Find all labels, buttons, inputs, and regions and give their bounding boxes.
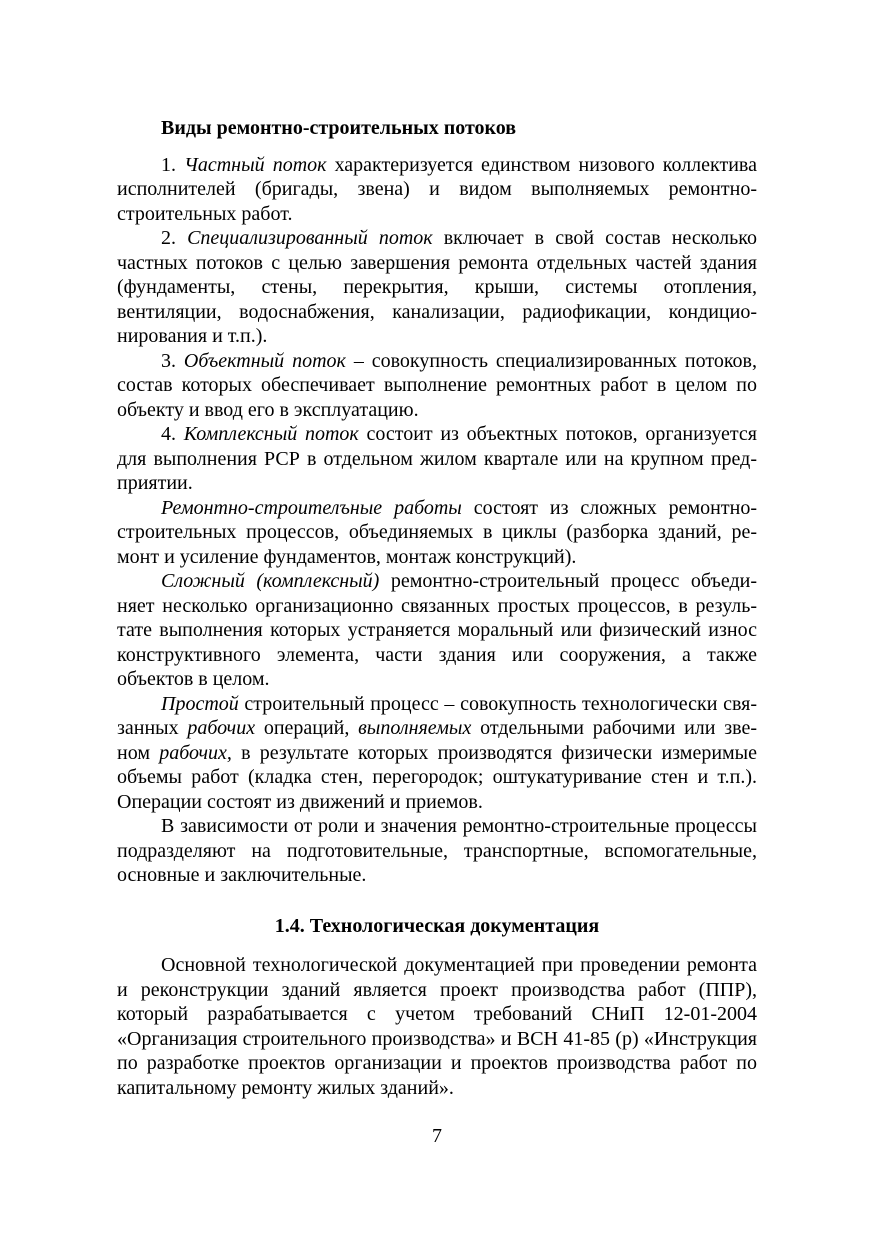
section-heading: Виды ремонтно-строительных потоков: [161, 117, 517, 139]
paragraph-text: строительный процесс – совокупность технологически связанных: [117, 692, 757, 739]
paragraph-text: включает в свой состав несколько частных потоков с целью завершения ремонта отдельных частей здания (фундаменты, стены, перекрытия, крыши, системы отопления, вентиляции, водоснабжения, канализации, радиофикации, кондиционирования и т.п.).: [117, 227, 757, 347]
paragraph-text: – совокупность специализированных потоков, состав которых обеспечивает выполнение ремонтных работ в целом по объекту и ввод его в эксплуатацию.: [117, 349, 757, 421]
paragraph-repair-works: [117, 496, 757, 570]
italic-word: рабочих,: [159, 741, 232, 764]
term: Комплексный поток: [183, 423, 359, 445]
paragraph-simple-process: [117, 692, 757, 815]
italic-word: рабочих: [187, 717, 256, 739]
paragraph-private-flow: [117, 153, 757, 227]
subsection-heading: 1.4. Технологическая документация: [274, 914, 600, 937]
paragraph-specialized-flow: [117, 226, 757, 349]
paragraph-text: в результате которых производятся физически измеримые объемы работ (кладка стен, перегородок; оштукатуривание стен и т.п.). Операции состоят из движений и приемов.: [117, 741, 757, 813]
term: Сложный (комплексный): [161, 570, 380, 592]
term: Частный поток: [184, 153, 327, 176]
paragraph-text: отдельными рабочими или звеном: [117, 717, 758, 764]
paragraph-text: ремонтно-строительный процесс объединяет несколько организационно связанных простых процессов, в результате выполнения которых устраняется моральный или физический износ конструктивного элемента, части здания или сооружения, а также объектов в целом.: [117, 570, 758, 690]
paragraph-complex-flow: [117, 422, 757, 496]
paragraph-complex-process: [117, 569, 757, 692]
paragraph-tech-documentation: Основной технологической документацией при проведении ремонта и реконструкции зданий является проект производства работ (ППР), который разрабатывается с учетом требований СНиП 12-01-2004 «Организация строительного производства» и ВСН 41-85 (р) «Инструкция по разработке проектов организации и проектов производства работ по капитальному ремонту жилых зданий».: [117, 954, 757, 1099]
term: Объектный поток: [183, 349, 346, 372]
paragraph-text: характеризуется единством низового коллектива исполнителей (бригады, звена) и видом выполняемых ремонтно-строительных работ.: [117, 153, 757, 225]
paragraph-text: состоят из сложных ремонтно-строительных процессов, объединяемых в циклы (разборка зданий, ремонт и усиление фундаментов, монтаж конструкций).: [117, 496, 757, 568]
term: Ремонтно-строителъные работы: [161, 496, 462, 519]
paragraph-text: операций,: [255, 717, 359, 739]
paragraph-process-types: В зависимости от роли и значения ремонтно-строительные процессы подразделяют на подготовительные, транспортные, вспомогательные, основные и заключительные.: [117, 815, 757, 886]
paragraph-object-flow: [117, 349, 757, 423]
item-number: 3.: [161, 349, 184, 372]
page-content: [117, 116, 757, 1100]
item-number: 2.: [161, 227, 188, 249]
italic-word: выполняемых: [358, 717, 472, 739]
page-number: 7: [432, 1125, 442, 1147]
term: Простой: [161, 692, 239, 715]
item-number: 4.: [161, 423, 184, 445]
paragraph-text: состоит из объектных потоков, организуется для выполнения РСР в отдельном жилом квартале или на крупном предприятии.: [117, 423, 757, 494]
term: Специализированный поток: [187, 227, 433, 249]
item-number: 1.: [161, 153, 185, 176]
